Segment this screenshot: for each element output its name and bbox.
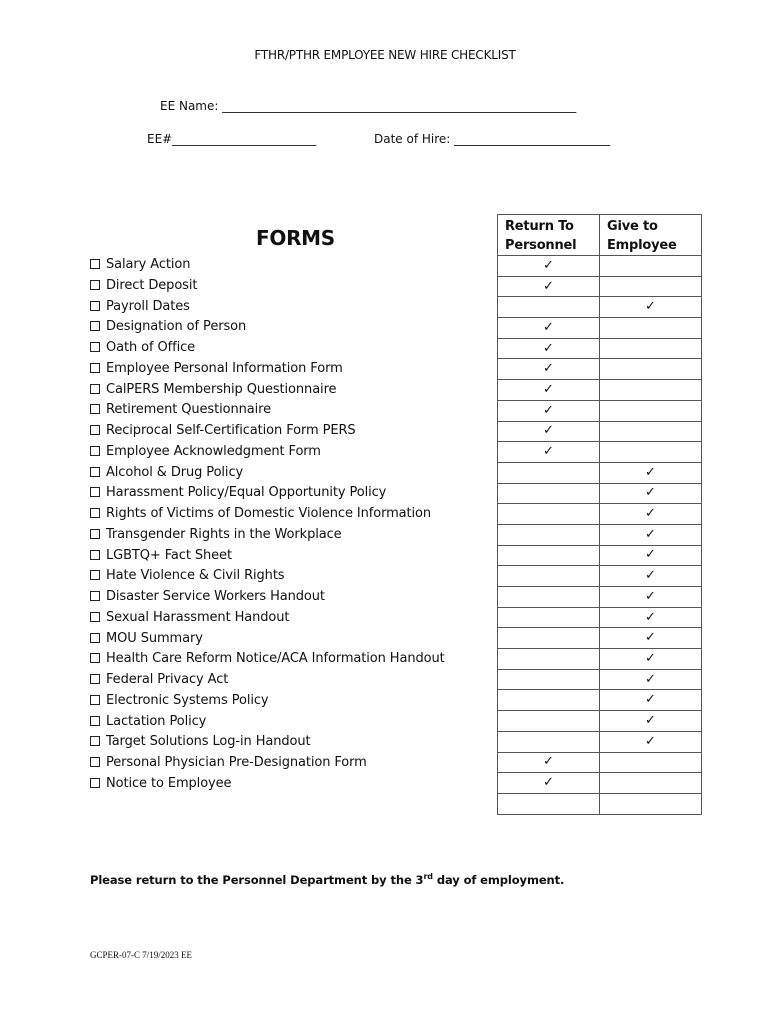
form-item[interactable] bbox=[90, 712, 490, 733]
checkmark-icon: ✓ bbox=[645, 588, 656, 604]
return-to-personnel-cell bbox=[498, 442, 600, 463]
table-row bbox=[498, 276, 702, 297]
checkmark-icon: ✓ bbox=[543, 754, 554, 770]
return-to-personnel-cell bbox=[498, 566, 600, 587]
form-item[interactable] bbox=[90, 400, 490, 421]
checkmark-icon: ✓ bbox=[543, 423, 554, 439]
checkbox-icon[interactable] bbox=[90, 446, 100, 456]
form-item[interactable] bbox=[90, 359, 490, 380]
form-item[interactable] bbox=[90, 483, 490, 504]
give-to-employee-cell bbox=[600, 462, 702, 483]
return-to-personnel-cell bbox=[498, 318, 600, 339]
table-row bbox=[498, 649, 702, 670]
form-item[interactable] bbox=[90, 255, 490, 276]
checkbox-icon[interactable] bbox=[90, 653, 100, 663]
give-to-employee-cell bbox=[600, 566, 702, 587]
return-to-personnel-cell bbox=[498, 628, 600, 649]
form-item-label: Direct Deposit bbox=[106, 277, 198, 293]
checkbox-icon[interactable] bbox=[90, 633, 100, 643]
table-row bbox=[498, 669, 702, 690]
table-row bbox=[498, 711, 702, 732]
form-item[interactable] bbox=[90, 442, 490, 463]
form-item-label: Transgender Rights in the Workplace bbox=[106, 526, 342, 542]
form-item[interactable] bbox=[90, 546, 490, 567]
form-item[interactable] bbox=[90, 732, 490, 753]
return-instructions-text: Please return to the Personnel Department by the 3 bbox=[90, 872, 424, 887]
checkbox-icon[interactable] bbox=[90, 736, 100, 746]
form-item-label: Federal Privacy Act bbox=[106, 672, 229, 687]
give-to-employee-cell bbox=[600, 545, 702, 566]
checkbox-icon[interactable] bbox=[90, 570, 100, 580]
return-to-personnel-cell bbox=[498, 669, 600, 690]
form-item-label: Designation of Person bbox=[106, 319, 247, 335]
give-to-employee-cell bbox=[600, 690, 702, 711]
checkmark-icon: ✓ bbox=[645, 650, 656, 666]
form-item-label: Target Solutions Log-in Handout bbox=[106, 734, 311, 750]
return-to-personnel-cell bbox=[498, 731, 600, 752]
form-item[interactable] bbox=[90, 608, 490, 629]
return-to-personnel-cell bbox=[498, 400, 600, 421]
checkbox-icon[interactable] bbox=[90, 363, 100, 373]
return-to-personnel-cell bbox=[498, 462, 600, 483]
form-item-label: Alcohol & Drug Policy bbox=[106, 464, 244, 480]
return-to-personnel-cell bbox=[498, 690, 600, 711]
form-item[interactable] bbox=[90, 649, 490, 670]
form-item[interactable] bbox=[90, 587, 490, 608]
form-item[interactable] bbox=[90, 338, 490, 359]
form-item-label: Employee Personal Information Form bbox=[106, 360, 343, 376]
form-item[interactable] bbox=[90, 525, 490, 546]
table-row bbox=[498, 483, 702, 504]
form-item[interactable] bbox=[90, 297, 490, 318]
date-of-hire-field[interactable]: Date of Hire: __________________________ bbox=[374, 132, 611, 146]
return-to-personnel-cell bbox=[498, 380, 600, 401]
form-item-label: Employee Acknowledgment Form bbox=[106, 443, 321, 459]
give-to-employee-cell bbox=[600, 359, 702, 380]
form-item-label: Hate Violence & Civil Rights bbox=[106, 568, 285, 584]
table-row bbox=[498, 462, 702, 483]
return-to-personnel-cell bbox=[498, 276, 600, 297]
return-to-personnel-cell bbox=[498, 297, 600, 318]
give-header-line-1: Give to bbox=[607, 219, 658, 234]
checkmark-icon: ✓ bbox=[645, 692, 656, 708]
form-item-label: Payroll Dates bbox=[106, 298, 190, 314]
table-row bbox=[498, 442, 702, 463]
give-to-employee-cell bbox=[600, 731, 702, 752]
table-row bbox=[498, 628, 702, 649]
forms-heading: FORMS bbox=[256, 226, 335, 250]
give-header-line-2: Employee bbox=[607, 238, 677, 253]
form-item-label: Personal Physician Pre-Designation Form bbox=[106, 755, 367, 770]
form-item[interactable] bbox=[90, 317, 490, 338]
form-item[interactable] bbox=[90, 670, 490, 691]
return-to-personnel-cell bbox=[498, 793, 600, 814]
checkbox-icon[interactable] bbox=[90, 716, 100, 726]
table-row bbox=[498, 256, 702, 277]
return-to-personnel-cell bbox=[498, 256, 600, 277]
checkmark-icon: ✓ bbox=[645, 609, 656, 625]
checkmark-icon: ✓ bbox=[543, 402, 554, 418]
table-row bbox=[498, 731, 702, 752]
table-row bbox=[498, 400, 702, 421]
table-row bbox=[498, 504, 702, 525]
checkbox-icon[interactable] bbox=[90, 259, 100, 269]
return-to-personnel-cell bbox=[498, 649, 600, 670]
return-instructions-tail: day of employment. bbox=[432, 872, 565, 887]
return-instructions bbox=[90, 872, 564, 887]
form-item-label: CalPERS Membership Questionnaire bbox=[106, 381, 337, 397]
form-item-label: Notice to Employee bbox=[106, 775, 232, 791]
form-item[interactable] bbox=[90, 753, 490, 774]
give-to-employee-cell bbox=[600, 587, 702, 608]
checkbox-icon[interactable] bbox=[90, 280, 100, 290]
return-to-personnel-cell bbox=[498, 524, 600, 545]
give-to-employee-cell bbox=[600, 628, 702, 649]
checkmark-icon: ✓ bbox=[543, 775, 554, 791]
give-to-employee-cell bbox=[600, 793, 702, 814]
give-to-employee-cell bbox=[600, 276, 702, 297]
table-row bbox=[498, 421, 702, 442]
checkbox-icon[interactable] bbox=[90, 674, 100, 684]
checkmark-icon: ✓ bbox=[543, 361, 554, 377]
checkbox-icon[interactable] bbox=[90, 550, 100, 560]
return-to-personnel-cell bbox=[498, 607, 600, 628]
checkbox-icon[interactable] bbox=[90, 384, 100, 394]
checkmark-icon: ✓ bbox=[645, 526, 656, 542]
checkmark-icon: ✓ bbox=[645, 733, 656, 749]
form-item[interactable] bbox=[90, 566, 490, 587]
table-row bbox=[498, 297, 702, 318]
checkmark-icon: ✓ bbox=[645, 671, 656, 687]
table-row bbox=[498, 524, 702, 545]
form-item-label: Health Care Reform Notice/ACA Information Handout bbox=[106, 651, 445, 667]
return-to-personnel-cell bbox=[498, 752, 600, 773]
return-to-personnel-cell bbox=[498, 421, 600, 442]
form-item-label: Electronic Systems Policy bbox=[106, 692, 269, 708]
checkbox-icon[interactable] bbox=[90, 508, 100, 518]
form-item[interactable] bbox=[90, 691, 490, 712]
give-to-employee-cell bbox=[600, 297, 702, 318]
form-item-label: Lactation Policy bbox=[106, 713, 207, 729]
checkmark-icon: ✓ bbox=[543, 381, 554, 397]
return-to-personnel-cell bbox=[498, 545, 600, 566]
give-to-employee-cell bbox=[600, 773, 702, 794]
table-row bbox=[498, 752, 702, 773]
checkbox-icon[interactable] bbox=[90, 301, 100, 311]
ee-name-field[interactable]: EE Name: ___________________________________________________________ bbox=[160, 99, 577, 113]
give-to-employee-cell bbox=[600, 256, 702, 277]
form-item[interactable] bbox=[90, 463, 490, 484]
table-row bbox=[498, 793, 702, 814]
form-item-label: Retirement Questionnaire bbox=[106, 402, 271, 418]
form-item[interactable] bbox=[90, 421, 490, 442]
document-title: FTHR/PTHR EMPLOYEE NEW HIRE CHECKLIST bbox=[254, 48, 516, 62]
give-to-employee-cell bbox=[600, 669, 702, 690]
table-row bbox=[498, 773, 702, 794]
give-to-employee-cell bbox=[600, 607, 702, 628]
form-item[interactable] bbox=[90, 504, 490, 525]
checkmark-icon: ✓ bbox=[543, 340, 554, 356]
form-item[interactable] bbox=[90, 629, 490, 650]
give-to-employee-cell bbox=[600, 524, 702, 545]
give-to-employee-cell bbox=[600, 483, 702, 504]
return-to-personnel-cell bbox=[498, 711, 600, 732]
checkbox-icon[interactable] bbox=[90, 529, 100, 539]
form-item-label: MOU Summary bbox=[106, 630, 203, 646]
table-row bbox=[498, 545, 702, 566]
checkbox-icon[interactable] bbox=[90, 695, 100, 705]
give-to-employee-cell bbox=[600, 338, 702, 359]
table-row bbox=[498, 587, 702, 608]
form-item-label: Sexual Harassment Handout bbox=[106, 609, 290, 625]
ee-number-field[interactable]: EE#________________________ bbox=[147, 132, 317, 146]
table-row bbox=[498, 380, 702, 401]
checkmark-icon: ✓ bbox=[645, 547, 656, 563]
form-item-label: Reciprocal Self-Certification Form PERS bbox=[106, 423, 356, 438]
return-to-personnel-header bbox=[498, 215, 600, 256]
return-to-personnel-cell bbox=[498, 587, 600, 608]
form-item-label: Harassment Policy/Equal Opportunity Policy bbox=[106, 485, 387, 501]
checkbox-icon[interactable] bbox=[90, 342, 100, 352]
checkbox-icon[interactable] bbox=[90, 757, 100, 767]
form-item[interactable] bbox=[90, 276, 490, 297]
checkmark-icon: ✓ bbox=[645, 630, 656, 646]
checkmark-icon: ✓ bbox=[543, 444, 554, 460]
checkbox-icon[interactable] bbox=[90, 778, 100, 788]
checkbox-icon[interactable] bbox=[90, 591, 100, 601]
form-item-label: Disaster Service Workers Handout bbox=[106, 589, 325, 604]
give-to-employee-cell bbox=[600, 380, 702, 401]
checkmark-icon: ✓ bbox=[543, 257, 554, 273]
checkmark-icon: ✓ bbox=[645, 299, 656, 315]
checkbox-icon[interactable] bbox=[90, 404, 100, 414]
checkmark-icon: ✓ bbox=[645, 485, 656, 501]
give-to-employee-cell bbox=[600, 400, 702, 421]
ordinal-suffix: rd bbox=[423, 872, 433, 881]
form-item-label: Salary Action bbox=[106, 257, 191, 272]
give-to-employee-cell bbox=[600, 649, 702, 670]
form-item[interactable] bbox=[90, 380, 490, 401]
checkbox-icon[interactable] bbox=[90, 612, 100, 622]
give-to-employee-cell bbox=[600, 421, 702, 442]
checkbox-icon[interactable] bbox=[90, 321, 100, 331]
form-item-label: Rights of Victims of Domestic Violence Information bbox=[106, 506, 432, 521]
checkmark-icon: ✓ bbox=[645, 568, 656, 584]
give-to-employee-header bbox=[600, 215, 702, 256]
return-header-line-1: Return To bbox=[505, 219, 574, 234]
distribution-table bbox=[497, 214, 702, 815]
return-to-personnel-cell bbox=[498, 359, 600, 380]
checkmark-icon: ✓ bbox=[645, 712, 656, 728]
return-to-personnel-cell bbox=[498, 504, 600, 525]
checkmark-icon: ✓ bbox=[645, 464, 656, 480]
table-row bbox=[498, 607, 702, 628]
checkbox-icon[interactable] bbox=[90, 467, 100, 477]
checkbox-icon[interactable] bbox=[90, 425, 100, 435]
return-to-personnel-cell bbox=[498, 773, 600, 794]
give-to-employee-cell bbox=[600, 711, 702, 732]
checkmark-icon: ✓ bbox=[645, 506, 656, 522]
checkbox-icon[interactable] bbox=[90, 487, 100, 497]
document-code: GCPER-07-C 7/19/2023 EE bbox=[90, 950, 193, 960]
table-row bbox=[498, 338, 702, 359]
form-item[interactable] bbox=[90, 774, 490, 795]
give-to-employee-cell bbox=[600, 442, 702, 463]
table-row bbox=[498, 690, 702, 711]
return-to-personnel-cell bbox=[498, 338, 600, 359]
return-to-personnel-cell bbox=[498, 483, 600, 504]
give-to-employee-cell bbox=[600, 752, 702, 773]
form-item-label: LGBTQ+ Fact Sheet bbox=[106, 547, 232, 563]
checkmark-icon: ✓ bbox=[543, 319, 554, 335]
return-header-line-2: Personnel bbox=[505, 238, 577, 253]
forms-checklist bbox=[90, 255, 490, 795]
checkmark-icon: ✓ bbox=[543, 278, 554, 294]
table-row bbox=[498, 566, 702, 587]
form-item-label: Oath of Office bbox=[106, 340, 196, 355]
table-row bbox=[498, 318, 702, 339]
table-row bbox=[498, 359, 702, 380]
give-to-employee-cell bbox=[600, 504, 702, 525]
give-to-employee-cell bbox=[600, 318, 702, 339]
